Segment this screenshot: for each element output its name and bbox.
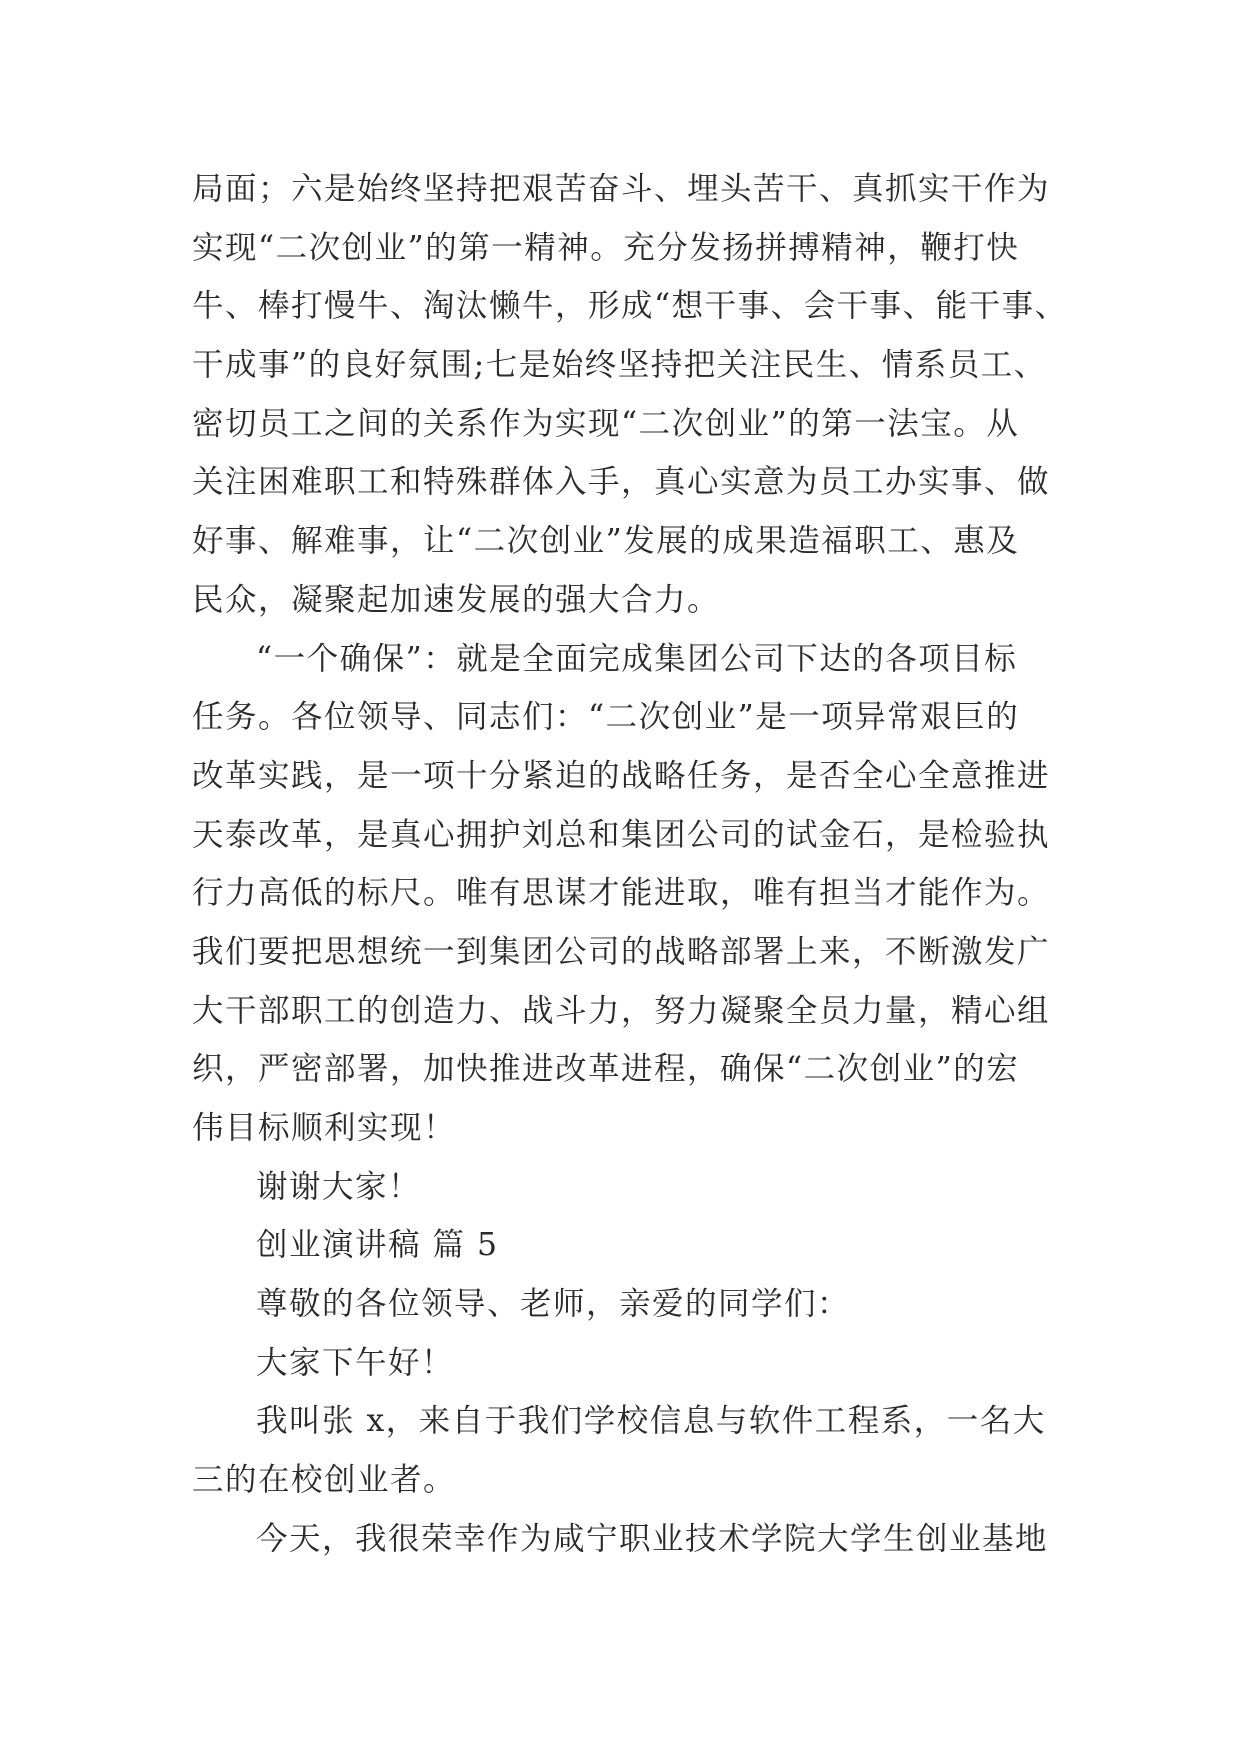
text-line: 大家下午好！: [256, 1344, 455, 1381]
text-line: 三的在校创业者。: [192, 1462, 457, 1499]
text-line: 局面；六是始终坚持把艰苦奋斗、埋头苦干、真抓实干作为: [192, 171, 1051, 207]
text-line: 天泰改革，是真心拥护刘总和集团公司的试金石，是检验执: [192, 816, 1051, 853]
text-line: 织，严密部署，加快推进改革进程，确保“二次创业”的宏: [192, 1051, 1020, 1088]
text-line: 今天，我很荣幸作为咸宁职业技术学院大学生创业基地: [256, 1520, 1049, 1557]
text-line: “一个确保”：就是全面完成集团公司下达的各项目标: [256, 640, 1018, 677]
text-line: 干成事”的良好氛围;七是始终坚持把关注民生、情系员工、: [192, 347, 1047, 384]
text-line: 尊敬的各位领导、老师，亲爱的同学们：: [256, 1286, 851, 1323]
document-body: [192, 160, 1068, 1569]
text-line: 我叫张 x，来自于我们学校信息与软件工程系，一名大: [256, 1403, 1046, 1440]
text-line: 创业演讲稿 篇 5: [256, 1227, 499, 1264]
text-line: 我们要把思想统一到集团公司的战略部署上来，不断激发广: [192, 933, 1051, 970]
text-line: 伟目标顺利实现！: [192, 1110, 457, 1146]
text-line: 民众，凝聚起加速发展的强大合力。: [192, 581, 721, 618]
text-line: 谢谢大家！: [256, 1168, 422, 1205]
text-line: 大干部职工的创造力、战斗力，努力凝聚全员力量，精心组: [192, 992, 1051, 1029]
text-line: 实现“二次创业”的第一精神。充分发扬拼搏精神，鞭打快: [192, 229, 1020, 266]
text-line: 任务。各位领导、同志们：“二次创业”是一项异常艰巨的: [192, 699, 1020, 736]
text-line: 行力高低的标尺。唯有思谋才能进取，唯有担当才能作为。: [192, 875, 1051, 912]
text-line: 改革实践，是一项十分紧迫的战略任务，是否全心全意推进: [192, 757, 1051, 794]
text-line: 密切员工之间的关系作为实现“二次创业”的第一法宝。从: [192, 405, 1020, 442]
text-line: 关注困难职工和特殊群体入手，真心实意为员工办实事、做: [192, 464, 1051, 501]
text-line: 牛、棒打慢牛、淘汰懒牛，形成“想干事、会干事、能干事、: [192, 288, 1068, 325]
text-line: 好事、解难事，让“二次创业”发展的成果造福职工、惠及: [192, 523, 1020, 560]
